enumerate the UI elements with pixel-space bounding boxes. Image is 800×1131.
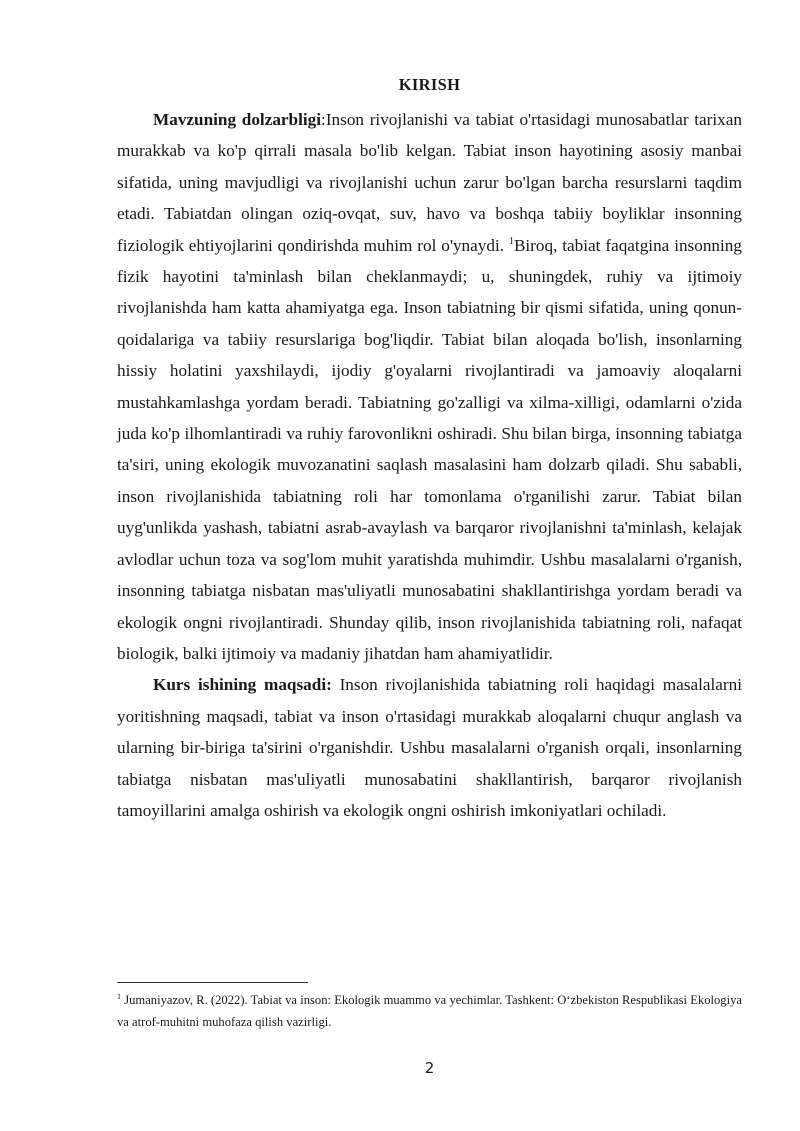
paragraph-goal — [117, 669, 742, 826]
paragraph-relevance — [117, 104, 742, 669]
footnote-divider — [117, 982, 308, 983]
lead-separator: : — [321, 110, 326, 129]
footnote-text: Jumaniyazov, R. (2022). Tabiat va inson: Ekologik muammo va yechimlar. Tashkent: O‘zbekiston Respublikasi Ekologiya va atrof-muhitni muhofaza qilish vazirligi. — [117, 993, 742, 1029]
footnote-marker: 1 — [117, 992, 121, 1001]
document-page — [117, 0, 742, 1131]
body-text — [117, 104, 742, 826]
footnote — [117, 989, 742, 1033]
page-number: 2 — [424, 1059, 435, 1077]
paragraph-lead-relevance: Mavzuning dolzarbligi — [153, 110, 322, 129]
paragraph-text-goal: Inson rivojlanishida tabiatning roli haqidagi masalalarni yoritishning maqsadi, tabiat va inson o'rtasidagi murakkab aloqalarni chuqur anglash va ularning bir-biriga ta'sirini o'rganishdir. Ushbu masalalarni o'rganish orqali, insonlarning tabiatga nisbatan mas'uliyatli munosabatini shakllantirish, barqaror rivojlanish tamoyillarini amalga oshirish va ekologik ongni oshirish imkoniyatlari ochiladi. — [117, 675, 742, 820]
paragraph-text-part2: Biroq, tabiat faqatgina insonning fizik hayotini ta'minlash bilan cheklanmaydi; u, shuningdek, ruhiy va ijtimoiy rivojlanishda ham katta ahamiyatga ega. Inson tabiatning bir qismi sifatida, uning qonun-qoidalariga va tabiiy resurslariga bog'liqdir. Tabiat bilan aloqada bo'lish, insonlarning hissiy holatini yaxshilaydi, ijodiy g'oyalarni rivojlantiradi va jamoaviy aloqalarni mustahkamlashga yordam beradi. Tabiatning go'zalligi va xilma-xilligi, odamlarni o'zida juda ko'p ilhomlantiradi va ruhiy farovonlikni oshiradi. Shu bilan birga, insonning tabiatga ta'siri, uning ekologik muvozanatini saqlash masalasini ham dolzarb qiladi. Shu sababli, inson rivojlanishida tabiatning roli har tomonlama o'rganilishi zarur. Tabiat bilan uyg'unlikda yashash, tabiatni asrab-avaylash va barqaror rivojlanishni ta'minlash, kelajak avlodlar uchun toza va sog'lom muhit yaratishda muhimdir. Ushbu masalalarni o'rganish, insonning tabiatga nisbatan mas'uliyatli munosabatini shakllantirishga yordam beradi va ekologik ongni rivojlantiradi. Shunday qilib, inson rivojlanishida tabiatning roli, nafaqat biologik, balki ijtimoiy va madaniy jihatdan ham ahamiyatlidir. — [117, 235, 742, 663]
section-heading: KIRISH — [398, 75, 461, 94]
footnote-reference[interactable]: 1 — [508, 235, 514, 247]
paragraph-text-part1: Inson rivojlanishi va tabiat o'rtasidagi munosabatlar tarixan murakkab va ko'p qirrali masala bo'lib kelgan. Tabiat inson hayotining asosiy manbai sifatida, uning mavjudligi va rivojlanishi uchun zarur bo'lgan barcha resurslarni taqdim etadi. Tabiatdan olingan oziq-ovqat, suv, havo va boshqa tabiiy boyliklar insonning fiziologik ehtiyojlarini qondirishda muhim rol o'ynaydi. — [117, 110, 742, 255]
paragraph-lead-goal: Kurs ishining maqsadi: — [153, 675, 332, 695]
